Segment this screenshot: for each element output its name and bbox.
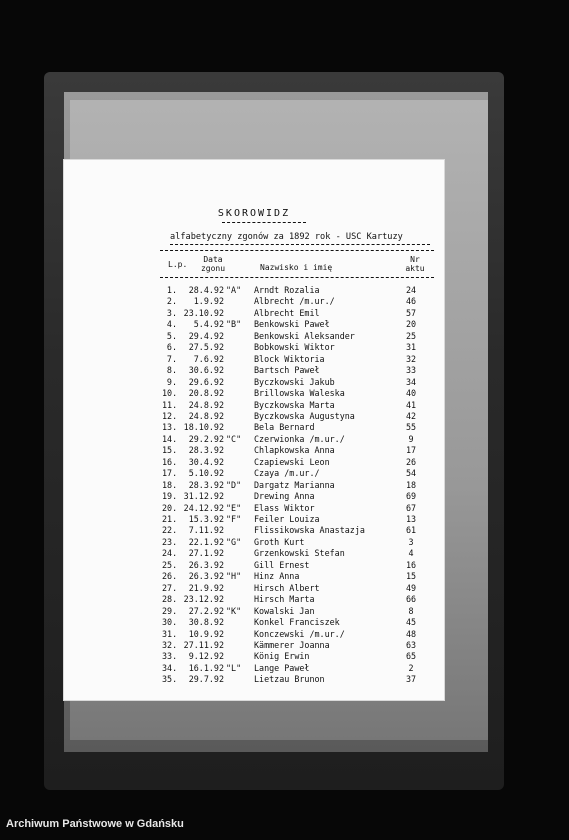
row-name: Block Wiktoria bbox=[254, 353, 325, 364]
row-nr: 17 bbox=[405, 445, 417, 456]
row-nr: 45 bbox=[405, 617, 417, 628]
document-title: SKOROWIDZ bbox=[217, 208, 291, 219]
row-name: Feiler Louiza bbox=[254, 514, 320, 524]
row-lp: 29. bbox=[162, 605, 178, 616]
row-lp: 12. bbox=[162, 410, 178, 421]
row-date: 29.7.92 bbox=[188, 674, 224, 685]
row-date: 7.11.92 bbox=[188, 525, 224, 536]
row-name: Byczkowska Augustyna bbox=[254, 410, 355, 421]
row-nr: 20 bbox=[405, 319, 417, 330]
row-lp: 23. bbox=[162, 536, 178, 547]
row-date: 7.6.92 bbox=[193, 353, 224, 364]
header-rule-top bbox=[160, 250, 434, 251]
row-name: Drewing Anna bbox=[254, 491, 315, 502]
header-rule-bottom bbox=[160, 277, 434, 278]
row-date: 15.3.92 bbox=[188, 514, 224, 524]
row-name: Grzenkowski Stefan bbox=[254, 548, 345, 559]
table-row bbox=[64, 468, 444, 480]
row-lp: 22. bbox=[162, 525, 178, 536]
row-lp: 30. bbox=[162, 617, 178, 628]
table-row bbox=[64, 445, 444, 457]
row-name: Albrecht /m.ur./ bbox=[254, 296, 335, 307]
row-nr: 41 bbox=[405, 399, 417, 410]
row-name: Groth Kurt bbox=[254, 536, 305, 547]
row-name: Hirsch Albert bbox=[254, 582, 320, 593]
row-nr: 49 bbox=[405, 582, 417, 593]
row-lp: 4. bbox=[166, 319, 177, 330]
row-lp: 1. bbox=[166, 285, 177, 295]
document-subtitle: alfabetyczny zgonów za 1892 rok - USC Kartuzy bbox=[170, 232, 403, 242]
row-date: 9.12.92 bbox=[188, 651, 224, 662]
row-name: Byczkowski Jakub bbox=[254, 376, 335, 387]
table-row bbox=[64, 651, 444, 663]
row-lp: 19. bbox=[162, 491, 178, 502]
table-row bbox=[64, 422, 444, 434]
row-date: 10.9.92 bbox=[188, 628, 224, 639]
row-date: 27.11.92 bbox=[183, 639, 224, 650]
header-nr-line1: Nr bbox=[410, 255, 420, 264]
row-name: Brillowska Waleska bbox=[254, 388, 345, 399]
row-nr: 18 bbox=[405, 479, 417, 490]
header-date bbox=[198, 255, 228, 273]
row-nr: 16 bbox=[405, 559, 417, 570]
row-nr: 4 bbox=[408, 548, 414, 559]
row-name: Benkowski Aleksander bbox=[254, 330, 355, 341]
header-nr-line2: aktu bbox=[405, 264, 425, 273]
row-name: Dargatz Marianna bbox=[254, 479, 335, 490]
row-date: 31.12.92 bbox=[183, 491, 224, 502]
table-row bbox=[64, 548, 444, 560]
row-lp: 26. bbox=[162, 571, 178, 582]
header-lp: L.p. bbox=[168, 260, 188, 269]
table-row bbox=[64, 388, 444, 400]
row-lp: 2. bbox=[166, 296, 177, 307]
row-nr: 25 bbox=[405, 330, 417, 341]
row-nr: 2 bbox=[408, 662, 414, 673]
row-nr: 26 bbox=[405, 456, 417, 467]
row-name: König Erwin bbox=[254, 651, 310, 662]
row-letter: "L" bbox=[226, 662, 242, 673]
row-lp: 13. bbox=[162, 422, 178, 433]
table-row bbox=[64, 308, 444, 320]
row-date: 23.10.92 bbox=[183, 307, 224, 318]
row-name: Konczewski /m.ur./ bbox=[254, 628, 345, 639]
row-lp: 35. bbox=[162, 674, 178, 685]
row-name: Hirsch Marta bbox=[254, 594, 315, 605]
table-row bbox=[64, 434, 444, 446]
row-nr: 61 bbox=[405, 525, 417, 536]
row-date: 29.4.92 bbox=[188, 330, 224, 341]
row-lp: 24. bbox=[162, 548, 178, 559]
row-nr: 24 bbox=[405, 285, 417, 295]
row-nr: 34 bbox=[405, 376, 417, 387]
header-date-line2: zgonu bbox=[200, 264, 226, 273]
row-date: 29.2.92 bbox=[188, 433, 224, 444]
row-name: Benkowski Paweł bbox=[254, 319, 330, 330]
row-date: 24.12.92 bbox=[183, 502, 224, 513]
row-letter: "B" bbox=[226, 319, 242, 330]
row-date: 1.9.92 bbox=[193, 296, 224, 307]
row-lp: 25. bbox=[162, 559, 178, 570]
row-date: 28.4.92 bbox=[188, 285, 224, 295]
table-row bbox=[64, 594, 444, 606]
row-nr: 55 bbox=[405, 422, 417, 433]
table-row bbox=[64, 285, 444, 297]
row-lp: 32. bbox=[162, 639, 178, 650]
row-date: 30.6.92 bbox=[188, 365, 224, 376]
row-letter: "C" bbox=[226, 433, 242, 444]
table-row bbox=[64, 491, 444, 503]
row-lp: 5. bbox=[166, 330, 177, 341]
table-row bbox=[64, 400, 444, 412]
row-lp: 6. bbox=[166, 342, 177, 353]
row-nr: 33 bbox=[405, 365, 417, 376]
row-date: 5.10.92 bbox=[188, 468, 224, 479]
table-row bbox=[64, 503, 444, 515]
table-row bbox=[64, 674, 444, 686]
header-name: Nazwisko i imię bbox=[260, 263, 333, 272]
row-date: 5.4.92 bbox=[193, 319, 224, 330]
row-nr: 42 bbox=[405, 410, 417, 421]
row-lp: 18. bbox=[162, 479, 178, 490]
row-letter: "K" bbox=[226, 605, 242, 616]
row-name: Bobkowski Wiktor bbox=[254, 342, 335, 353]
row-nr: 32 bbox=[405, 353, 417, 364]
row-date: 24.8.92 bbox=[188, 399, 224, 410]
table-row bbox=[64, 571, 444, 583]
row-nr: 69 bbox=[405, 491, 417, 502]
row-letter: "D" bbox=[226, 479, 242, 490]
row-lp: 33. bbox=[162, 651, 178, 662]
row-name: Czaya /m.ur./ bbox=[254, 468, 320, 479]
row-name: Bartsch Paweł bbox=[254, 365, 320, 376]
row-nr: 3 bbox=[408, 536, 414, 547]
table-row bbox=[64, 377, 444, 389]
table-row bbox=[64, 663, 444, 675]
row-date: 27.1.92 bbox=[188, 548, 224, 559]
row-date: 18.10.92 bbox=[183, 422, 224, 433]
row-letter: "G" bbox=[226, 536, 242, 547]
table-row bbox=[64, 560, 444, 572]
row-letter: "F" bbox=[226, 514, 242, 524]
row-date: 27.2.92 bbox=[188, 605, 224, 616]
row-nr: 46 bbox=[405, 296, 417, 307]
row-letter: "E" bbox=[226, 502, 242, 513]
table-row bbox=[64, 331, 444, 343]
archive-footer: Archiwum Państwowe w Gdańsku bbox=[6, 818, 184, 830]
row-name: Czerwionka /m.ur./ bbox=[254, 433, 345, 444]
row-name: Chlapkowska Anna bbox=[254, 445, 335, 456]
table-row bbox=[64, 617, 444, 629]
row-name: Kämmerer Joanna bbox=[254, 639, 330, 650]
row-nr: 66 bbox=[405, 594, 417, 605]
table-row bbox=[64, 629, 444, 641]
table-row bbox=[64, 411, 444, 423]
row-letter: "H" bbox=[226, 571, 242, 582]
row-nr: 65 bbox=[405, 651, 417, 662]
table-row bbox=[64, 319, 444, 331]
row-lp: 3. bbox=[166, 307, 177, 318]
row-nr: 48 bbox=[405, 628, 417, 639]
row-date: 28.3.92 bbox=[188, 445, 224, 456]
row-lp: 7. bbox=[166, 353, 177, 364]
row-lp: 28. bbox=[162, 594, 178, 605]
table-row bbox=[64, 365, 444, 377]
table-row bbox=[64, 354, 444, 366]
table-row bbox=[64, 640, 444, 652]
row-date: 28.3.92 bbox=[188, 479, 224, 490]
row-date: 26.3.92 bbox=[188, 559, 224, 570]
row-name: Lange Paweł bbox=[254, 662, 310, 673]
table-row bbox=[64, 525, 444, 537]
row-name: Arndt Rozalia bbox=[254, 285, 320, 295]
table-row bbox=[64, 514, 444, 526]
row-lp: 9. bbox=[166, 376, 177, 387]
row-name: Lietzau Brunon bbox=[254, 674, 325, 685]
row-nr: 8 bbox=[408, 605, 414, 616]
row-letter: "A" bbox=[226, 285, 242, 295]
table-row bbox=[64, 537, 444, 549]
row-lp: 34. bbox=[162, 662, 178, 673]
row-nr: 31 bbox=[405, 342, 417, 353]
row-lp: 15. bbox=[162, 445, 178, 456]
row-name: Gill Ernest bbox=[254, 559, 310, 570]
row-name: Konkel Franciszek bbox=[254, 617, 340, 628]
row-nr: 67 bbox=[405, 502, 417, 513]
row-name: Flissikowska Anastazja bbox=[254, 525, 365, 536]
row-date: 21.9.92 bbox=[188, 582, 224, 593]
subtitle-underline bbox=[170, 244, 430, 245]
row-nr: 63 bbox=[405, 639, 417, 650]
row-lp: 20. bbox=[162, 502, 178, 513]
row-date: 29.6.92 bbox=[188, 376, 224, 387]
row-date: 22.1.92 bbox=[188, 536, 224, 547]
row-name: Czapiewski Leon bbox=[254, 456, 330, 467]
row-date: 24.8.92 bbox=[188, 410, 224, 421]
row-lp: 17. bbox=[162, 468, 178, 479]
row-nr: 13 bbox=[405, 514, 417, 524]
table-row bbox=[64, 583, 444, 595]
row-nr: 15 bbox=[405, 571, 417, 582]
table-row bbox=[64, 342, 444, 354]
row-lp: 16. bbox=[162, 456, 178, 467]
row-nr: 37 bbox=[405, 674, 417, 685]
header-nr bbox=[404, 255, 426, 273]
row-lp: 10. bbox=[162, 388, 178, 399]
row-lp: 8. bbox=[166, 365, 177, 376]
row-name: Hinz Anna bbox=[254, 571, 300, 582]
row-name: Albrecht Emil bbox=[254, 307, 320, 318]
table-row bbox=[64, 296, 444, 308]
row-nr: 9 bbox=[408, 433, 414, 444]
table-row bbox=[64, 457, 444, 469]
row-nr: 54 bbox=[405, 468, 417, 479]
row-lp: 27. bbox=[162, 582, 178, 593]
row-lp: 31. bbox=[162, 628, 178, 639]
row-lp: 21. bbox=[162, 514, 178, 524]
row-nr: 57 bbox=[405, 307, 417, 318]
row-date: 26.3.92 bbox=[188, 571, 224, 582]
row-date: 27.5.92 bbox=[188, 342, 224, 353]
row-date: 20.8.92 bbox=[188, 388, 224, 399]
header-date-line1: Data bbox=[203, 255, 223, 264]
row-date: 16.1.92 bbox=[188, 662, 224, 673]
row-name: Bela Bernard bbox=[254, 422, 315, 433]
row-date: 23.12.92 bbox=[183, 594, 224, 605]
row-lp: 11. bbox=[162, 399, 178, 410]
row-name: Byczkowska Marta bbox=[254, 399, 335, 410]
row-date: 30.8.92 bbox=[188, 617, 224, 628]
title-underline bbox=[222, 222, 306, 223]
table-row bbox=[64, 606, 444, 618]
row-nr: 40 bbox=[405, 388, 417, 399]
row-name: Elass Wiktor bbox=[254, 502, 315, 513]
document-sheet bbox=[64, 160, 444, 700]
table-row bbox=[64, 480, 444, 492]
row-date: 30.4.92 bbox=[188, 456, 224, 467]
row-name: Kowalski Jan bbox=[254, 605, 315, 616]
row-lp: 14. bbox=[162, 433, 178, 444]
